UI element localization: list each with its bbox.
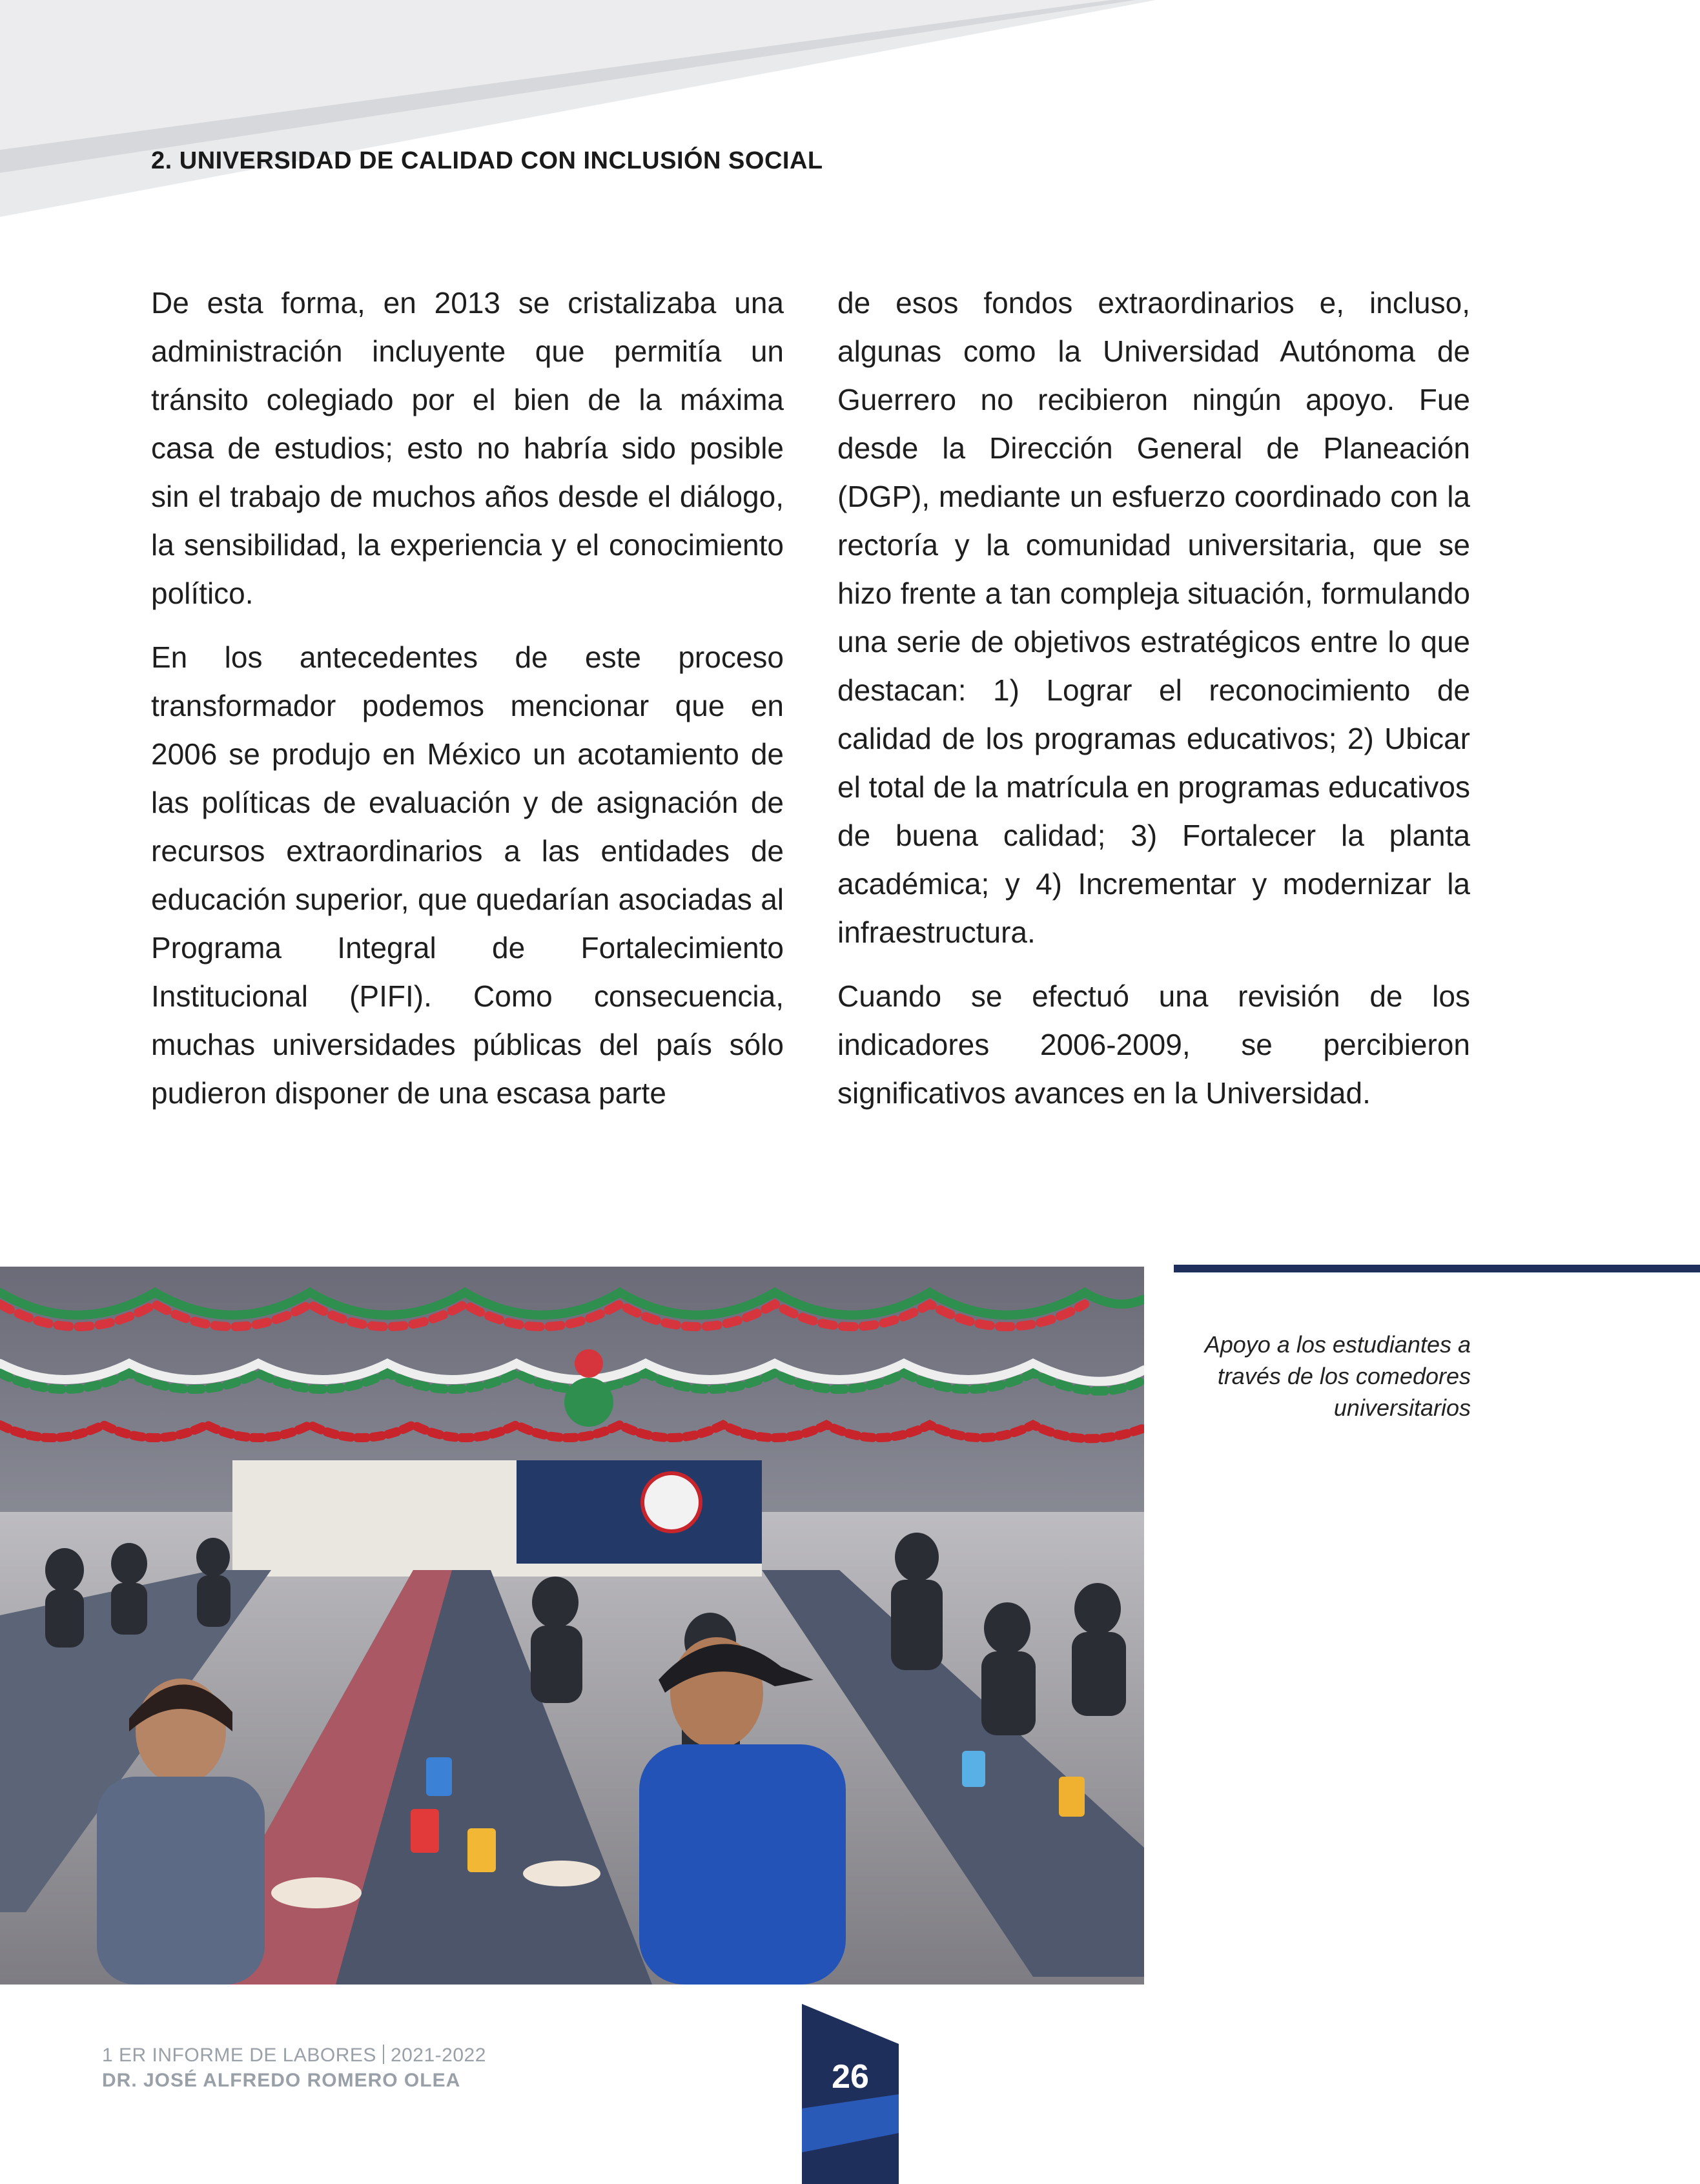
- section-title: 2. UNIVERSIDAD DE CALIDAD CON INCLUSIÓN SOCIAL: [151, 147, 823, 174]
- paragraph: En los antecedentes de este proceso transformador podemos mencionar que en 2006 se produjo en México un acotamiento de las políticas de evaluación y de asignación de recursos extraordinarios a las entidades de educación superior, que quedarían asociadas al Programa Integral de Fortalecimiento Institucional (PIFI). Como consecuencia, muchas universidades públicas del país sólo pudieron disponer de una escasa parte: [151, 640, 784, 1110]
- footer-author: DR. JOSÉ ALFREDO ROMERO OLEA: [102, 2070, 461, 2091]
- report-period: 2021-2022: [390, 2045, 486, 2066]
- page-number: 26: [832, 2058, 869, 2096]
- text-column-left: [151, 279, 784, 1133]
- header-decoration: [0, 0, 1700, 232]
- report-title: 1 ER INFORME DE LABORES: [102, 2045, 376, 2066]
- footer-report-title: [102, 2045, 486, 2067]
- text-column-right: [837, 279, 1470, 1133]
- paragraph: Cuando se efectuó una revisión de los indicadores 2006-2009, se percibieron significativos avances en la Universidad.: [837, 979, 1470, 1110]
- caption-rule: [1174, 1265, 1700, 1272]
- cafeteria-photo: [0, 1267, 1144, 1985]
- figure-caption: Apoyo a los estudiantes a través de los comedores universitarios: [1204, 1331, 1471, 1421]
- paragraph: de esos fondos extraordinarios e, incluso, algunas como la Universidad Autónoma de Guerrero no recibieron ningún apoyo. Fue desde la Dirección General de Planeación (DGP), mediante un esfuerzo coordinado con la rectoría y la comunidad universitaria, que se hizo frente a tan compleja situación, formulando una serie de objetivos estratégicos entre lo que destacan: 1) Lograr el reconocimiento de calidad de los programas educativos; 2) Ubicar el total de la matrícula en programas educativos de buena calidad; 3) Fortalecer la planta académica; y 4) Incrementar y modernizar la infraestructura.: [837, 286, 1470, 949]
- paragraph: De esta forma, en 2013 se cristalizaba una administración incluyente que permitía un tránsito colegiado por el bien de la máxima casa de estudios; esto no habría sido posible sin el trabajo de muchos años desde el diálogo, la sensibilidad, la experiencia y el conocimiento político.: [151, 286, 784, 610]
- footer-separator: [383, 2045, 384, 2064]
